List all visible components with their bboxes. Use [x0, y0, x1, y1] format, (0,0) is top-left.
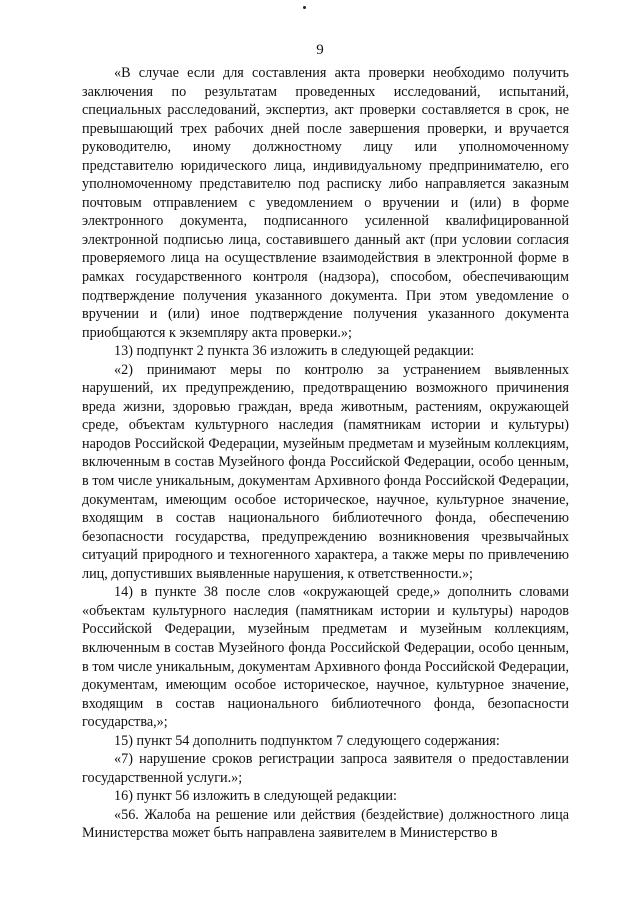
paragraph-subitem-2: «2) принимают меры по контролю за устранением выявленных нарушений, их предупреждению, предотвращению возможного причинения вреда жизни, здоровью граждан, вреда животным, растениям, окружающей среде, объектам культурного наследия (памятникам истории и культуры) народов Российской Федерации, музейным предметам и музейным коллекциям, включенным в состав Музейного фонда Российской Федерации, особо ценным, в том числе уникальным, документам Архивного фонда Российской Федерации, документам, имеющим особое историческое, научное, культурное значение, входящим в состав национального библиотечного фонда, обеспечению безопасности государства, предупреждению возникновения чрезвычайных ситуаций природного и техногенного характера, а также меры по привлечению лиц, допустивших выявленные нарушения, к ответственности.»; — [82, 361, 569, 582]
paragraph-subitem-7: «7) нарушение сроков регистрации запроса заявителя о предоставлении государственной услуги.»; — [82, 751, 569, 786]
paragraph-item-16: 16) пункт 56 изложить в следующей редакции: — [114, 788, 397, 805]
scan-dot-mark — [303, 6, 306, 9]
paragraph-item-15: 15) пункт 54 дополнить подпунктом 7 следующего содержания: — [114, 732, 500, 749]
page-number: 9 — [316, 42, 324, 58]
paragraph-item-56: «56. Жалоба на решение или действия (бездействие) должностного лица Министерства может быть направлена заявителем в Министерство в — [82, 806, 569, 842]
paragraph-item-13: 13) подпункт 2 пункта 36 изложить в следующей редакции: — [114, 343, 475, 360]
paragraph-act-of-inspection: «В случае если для составления акта проверки необходимо получить заключения по результатам проведенных исследований, испытаний, специальных расследований, экспертиз, акт проверки составляется в срок, не превышающий трех рабочих дней после завершения проверки, и вручается руководителю, иному должностному лицу или уполномоченному представителю юридического лица, индивидуальному предпринимателю, его уполномоченному представителю под расписку либо направляется заказным почтовым отправлением с уведомлением о вручении и (или) в форме электронного документа, подписанного усиленной квалифицированной электронной подписью лица, составившего данный акт (при условии согласия проверяемого лица на осуществление взаимодействия в электронной форме в рамках государственного контроля (надзора), способом, обеспечивающим подтверждение получения указанного документа. При этом уведомление о вручении и (или) иное подтверждение получения указанного документа приобщаются к экземпляру акта проверки.»; — [82, 65, 569, 341]
paragraph-item-14: 14) в пункте 38 после слов «окружающей среде,» дополнить словами «объектам культурного наследия (памятникам истории и культуры) народов Российской Федерации, музейным предметам и музейным коллекциям, включенным в состав Музейного фонда Российской Федерации, особо ценным, в том числе уникальным, документам Архивного фонда Российской Федерации, документам, имеющим особое историческое, научное, культурное значение, входящим в состав национального библиотечного фонда, безопасности государства,»; — [82, 584, 569, 731]
document-body — [82, 64, 569, 843]
